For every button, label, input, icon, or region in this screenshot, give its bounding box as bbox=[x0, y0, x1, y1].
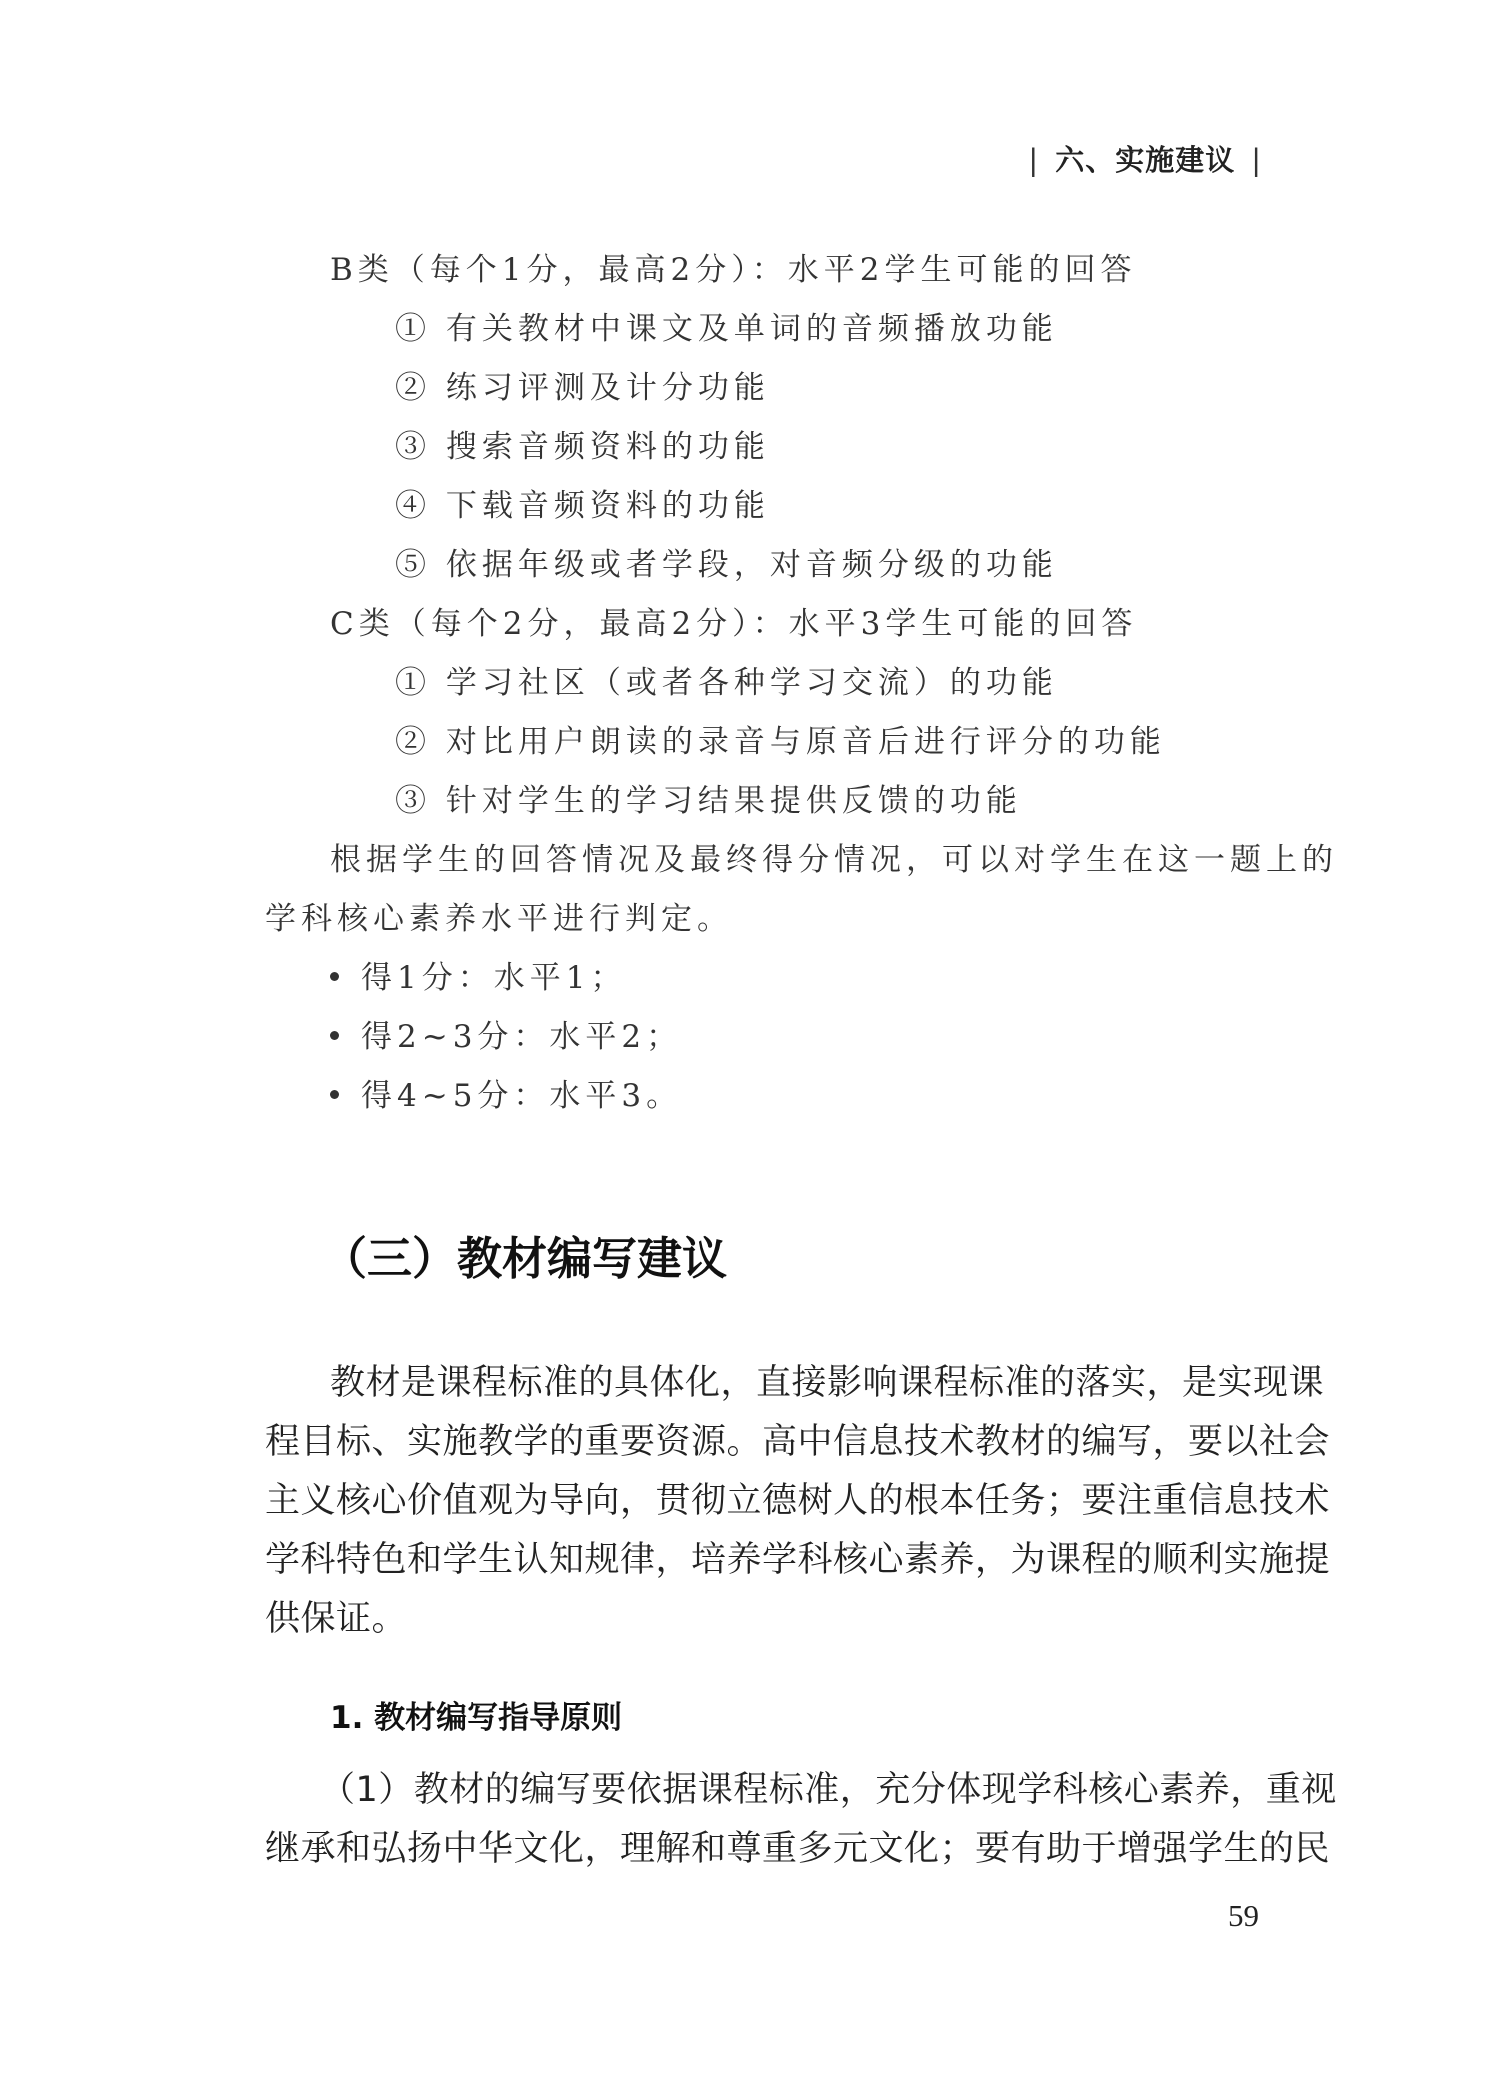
paragraph-line: 教材是课程标准的具体化，直接影响课程标准的落实，是实现课 bbox=[330, 1363, 1325, 1403]
header-bar-left: | bbox=[1028, 143, 1040, 177]
subheading: 1. 教材编写指导原则 bbox=[330, 1700, 623, 1736]
paragraph-line: 学科特色和学生认知规律，培养学科核心素养，为课程的顺利实施提 bbox=[265, 1540, 1331, 1580]
bullet-dot-icon bbox=[330, 1090, 339, 1099]
bullet-dot-icon bbox=[330, 972, 339, 981]
category-b-item: ④ 下载音频资料的功能 bbox=[395, 488, 770, 524]
chapter-title: 六、实施建议 bbox=[1055, 143, 1236, 177]
category-b-item: ③ 搜索音频资料的功能 bbox=[395, 429, 770, 465]
level-bullet bbox=[330, 952, 626, 997]
category-c-item: ① 学习社区（或者各种学习交流）的功能 bbox=[395, 665, 1058, 701]
page-number: 59 bbox=[1228, 1898, 1259, 1933]
level-text: 得1分：水平1； bbox=[361, 960, 627, 996]
category-c-item: ③ 针对学生的学习结果提供反馈的功能 bbox=[395, 783, 1022, 819]
section-heading: （三）教材编写建议 bbox=[322, 1232, 728, 1285]
bullet-dot-icon bbox=[330, 1031, 339, 1040]
level-bullet bbox=[330, 1070, 682, 1115]
category-c-item: ② 对比用户朗读的录音与原音后进行评分的功能 bbox=[395, 724, 1166, 760]
category-b-item: ⑤ 依据年级或者学段，对音频分级的功能 bbox=[395, 547, 1058, 583]
level-text: 得2~3分：水平2； bbox=[361, 1019, 683, 1055]
category-b-item: ① 有关教材中课文及单词的音频播放功能 bbox=[395, 311, 1058, 347]
principle-line: 继承和弘扬中华文化，理解和尊重多元文化；要有助于增强学生的民 bbox=[265, 1829, 1331, 1869]
category-b-item: ② 练习评测及计分功能 bbox=[395, 370, 770, 406]
paragraph-line: 供保证。 bbox=[265, 1599, 408, 1639]
category-b-title: B类（每个1分，最高2分）：水平2学生可能的回答 bbox=[330, 252, 1137, 288]
header-bar-right: | bbox=[1251, 143, 1262, 177]
principle-line: （1）教材的编写要依据课程标准，充分体现学科核心素养，重视 bbox=[320, 1770, 1337, 1810]
level-bullet bbox=[330, 1011, 682, 1056]
level-text: 得4~5分：水平3。 bbox=[361, 1078, 683, 1114]
paragraph-line: 程目标、实施教学的重要资源。高中信息技术教材的编写，要以社会 bbox=[265, 1422, 1331, 1462]
judgement-line: 学科核心素养水平进行判定。 bbox=[265, 901, 733, 937]
category-c-title: C类（每个2分，最高2分）：水平3学生可能的回答 bbox=[330, 606, 1138, 642]
paragraph-line: 主义核心价值观为导向，贯彻立德树人的根本任务；要注重信息技术 bbox=[265, 1481, 1331, 1521]
running-header bbox=[1012, 138, 1278, 179]
judgement-line: 根据学生的回答情况及最终得分情况，可以对学生在这一题上的 bbox=[330, 842, 1338, 878]
